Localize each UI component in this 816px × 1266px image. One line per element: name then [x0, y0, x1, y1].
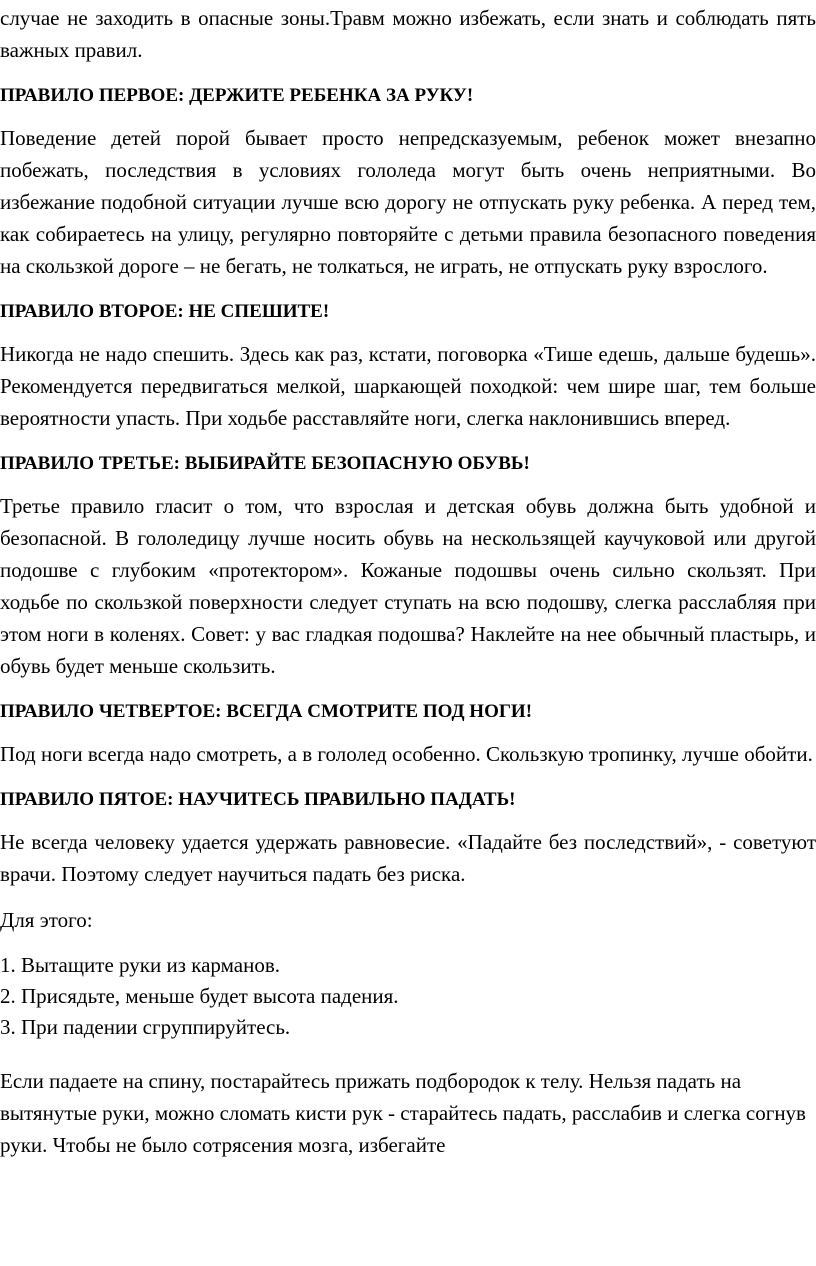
intro-paragraph: случае не заходить в опасные зоны.Травм можно избежать, если знать и соблюдать пять важных правил.: [0, 6, 816, 62]
rule-1-text: Поведение детей порой бывает просто непредсказуемым, ребенок может внезапно побежать, последствия в условиях гололеда могут быть очень неприятными. Во избежание подобной ситуации лучше всю дорогу не отпускать руку ребенка. А перед тем, как собираетесь на улицу, регулярно повторяйте с детьми правила безопасного поведения на скользкой дороге – не бегать, не толкаться, не играть, не отпускать руку взрослого.: [0, 126, 816, 278]
rule-3-text: Третье правило гласит о том, что взрослая и детская обувь должна быть удобной и безопасной. В гололедицу лучше носить обувь на нескользящей каучуковой или другой подошве с глубоким «протектором». Кожаные подошвы очень сильно скользят. При ходьбе по скользкой поверхности следует ступать на всю подошву, слегка расслабляя при этом ноги в коленях. Совет: у вас гладкая подошва? Наклейте на нее обычный пластырь, и обувь будет меньше скользить.: [0, 494, 816, 678]
rule-5-text: Не всегда человеку удается удержать равновесие. «Падайте без последствий», - советуют врачи. Поэтому следует научиться падать без риска.: [0, 830, 816, 886]
rule-4-text: Под ноги всегда надо смотреть, а в гололед особенно. Скользкую тропинку, лучше обойти.: [0, 742, 813, 766]
for-this-label: Для этого:: [0, 908, 93, 932]
rule-2-text: Никогда не надо спешить. Здесь как раз, кстати, поговорка «Тише едешь, дальше будешь». Рекомендуется передвигаться мелкой, шаркающей походкой: чем шире шаг, тем больше вероятности упасть. При ходьбе расставляйте ноги, слегка наклонившись вперед.: [0, 342, 816, 430]
rule-1-heading: ПРАВИЛО ПЕРВОЕ: ДЕРЖИТЕ РЕБЕНКА ЗА РУКУ!: [0, 85, 474, 106]
step-item: 3. При падении сгруппируйтесь.: [0, 1015, 291, 1039]
rule-3-heading: ПРАВИЛО ТРЕТЬЕ: ВЫБИРАЙТЕ БЕЗОПАСНУЮ ОБУВЬ!: [0, 453, 530, 474]
rule-2-heading: ПРАВИЛО ВТОРОЕ: НЕ СПЕШИТЕ!: [0, 301, 330, 322]
closing-paragraph: Если падаете на спину, постарайтесь прижать подбородок к телу. Нельзя падать на вытянутые руки, можно сломать кисти рук - старайтесь падать, расслабив и слегка согнув руки. Чтобы не было сотрясения мозга, избегайте: [0, 1069, 806, 1157]
steps-list: [0, 950, 816, 1043]
step-item: 1. Вытащите руки из карманов.: [0, 953, 280, 977]
rule-4-heading: ПРАВИЛО ЧЕТВЕРТОЕ: ВСЕГДА СМОТРИТЕ ПОД НОГИ!: [0, 701, 533, 722]
rule-5-heading: ПРАВИЛО ПЯТОЕ: НАУЧИТЕСЬ ПРАВИЛЬНО ПАДАТЬ!: [0, 789, 516, 810]
step-item: 2. Присядьте, меньше будет высота падения.: [0, 984, 399, 1008]
